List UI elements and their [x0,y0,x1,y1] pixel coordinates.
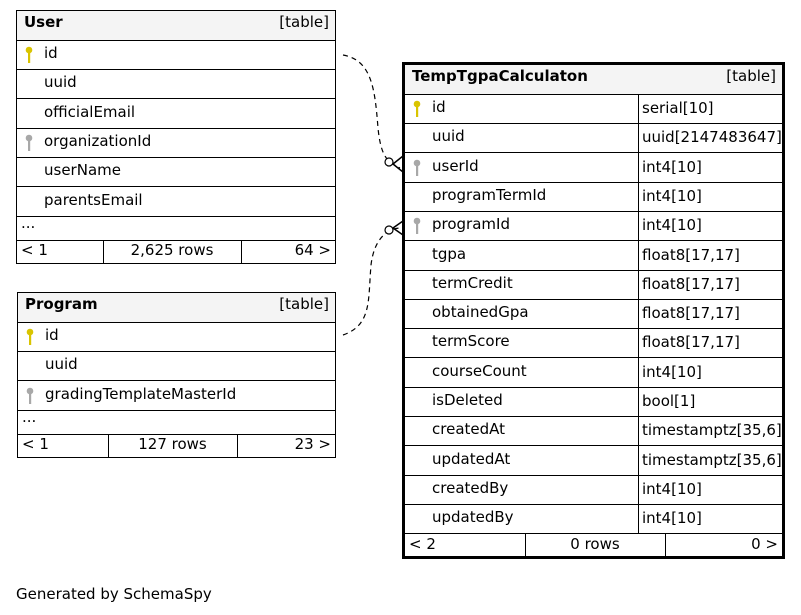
column-row[interactable] [405,475,782,505]
column-row[interactable] [405,153,782,183]
footer-divider [241,240,242,264]
column-row[interactable] [405,387,782,417]
column-name: parentsEmail [44,190,143,209]
column-type: timestamptz[35,6] [638,416,782,445]
column-type: bool[1] [638,387,782,416]
column-row[interactable] [18,351,335,381]
column-name: organizationId [44,131,152,150]
column-type: float8[17,17] [638,328,782,357]
column-type: serial[10] [638,94,782,123]
table-header [17,11,335,41]
column-row[interactable] [405,504,782,534]
table-name: User [24,13,63,31]
more-columns-row [18,407,335,435]
column-name: updatedAt [432,449,511,468]
primary-key-icon [25,328,35,346]
parent-count[interactable]: < 1 [21,240,48,259]
parent-count[interactable]: < 1 [22,434,49,453]
column-name: id [44,44,58,62]
column-type: uuid[2147483647] [638,123,782,152]
more-columns-row [17,213,335,241]
column-row[interactable] [18,381,335,411]
column-name: tgpa [432,244,467,263]
column-name: createdAt [432,420,506,439]
foreign-key-icon [412,159,422,177]
column-row[interactable] [17,99,335,129]
child-count[interactable]: 23 > [294,434,331,453]
column-row[interactable] [17,187,335,217]
column-type: timestamptz[35,6] [638,446,782,475]
edge-program-zero-marker [385,226,393,234]
column-row[interactable] [17,40,335,70]
table-kind: [table] [726,67,776,85]
table-name: Program [25,295,98,313]
column-row[interactable] [405,416,782,446]
column-row[interactable] [405,446,782,476]
column-name: createdBy [432,478,509,497]
column-type: int4[10] [638,504,782,533]
column-row[interactable] [18,322,335,352]
column-row[interactable] [17,69,335,99]
table-name: TempTgpaCalculaton [412,67,588,85]
column-row[interactable] [405,270,782,300]
footer-divider [237,434,238,458]
parent-count[interactable]: < 2 [409,534,436,553]
column-name: termCredit [432,273,513,292]
primary-key-icon [24,46,34,64]
column-name: id [45,326,59,344]
column-name: gradingTemplateMasterId [45,384,237,403]
table-kind: [table] [279,295,329,313]
edge-user-zero-marker [385,158,393,166]
column-name: isDeleted [432,391,503,409]
edge-user-to-temp [343,55,400,168]
column-row[interactable] [405,358,782,388]
column-name: uuid [432,127,465,146]
row-count: 0 rows [570,534,620,553]
table-user[interactable] [16,10,336,264]
child-count[interactable]: 64 > [294,240,331,259]
column-row[interactable] [405,299,782,329]
column-name: programTermId [432,185,547,204]
column-name: updatedBy [432,508,514,527]
edge-program-to-temp [343,228,400,335]
column-name: id [432,98,446,116]
table-header [405,65,782,95]
column-name: userName [44,161,121,180]
column-row[interactable] [17,128,335,158]
generated-by-label: Generated by SchemaSpy [16,585,212,603]
column-type: int4[10] [638,475,782,504]
table-footer [17,240,335,264]
column-type: int4[10] [638,182,782,211]
more-columns-ellipsis: ... [21,213,36,232]
foreign-key-icon [25,387,35,405]
column-row[interactable] [405,94,782,124]
column-type: int4[10] [638,153,782,182]
column-name: programId [432,215,510,234]
column-type: int4[10] [638,211,782,240]
table-temptgpacalculaton[interactable] [402,62,785,559]
column-name: uuid [44,73,77,92]
table-program[interactable] [17,292,336,458]
foreign-key-icon [412,217,422,235]
column-row[interactable] [405,328,782,358]
column-type: float8[17,17] [638,241,782,270]
column-row[interactable] [405,211,782,241]
column-row[interactable] [405,241,782,271]
column-name: userId [432,156,479,175]
child-count[interactable]: 0 > [751,534,778,553]
more-columns-ellipsis: ... [22,407,37,426]
column-name: obtainedGpa [432,303,529,322]
column-name: officialEmail [44,102,136,121]
column-type: int4[10] [638,358,782,387]
table-header [18,293,335,323]
column-row[interactable] [405,123,782,153]
column-name: courseCount [432,361,527,380]
table-footer [18,434,335,458]
footer-divider [665,534,666,558]
table-footer [405,534,782,558]
foreign-key-icon [24,134,34,152]
column-type: float8[17,17] [638,299,782,328]
row-count: 127 rows [138,434,207,453]
primary-key-icon [412,100,422,118]
column-name: termScore [432,332,510,351]
column-type: float8[17,17] [638,270,782,299]
row-count: 2,625 rows [130,240,214,259]
table-kind: [table] [279,13,329,31]
column-name: uuid [45,355,78,374]
column-row[interactable] [405,182,782,212]
column-row[interactable] [17,157,335,187]
